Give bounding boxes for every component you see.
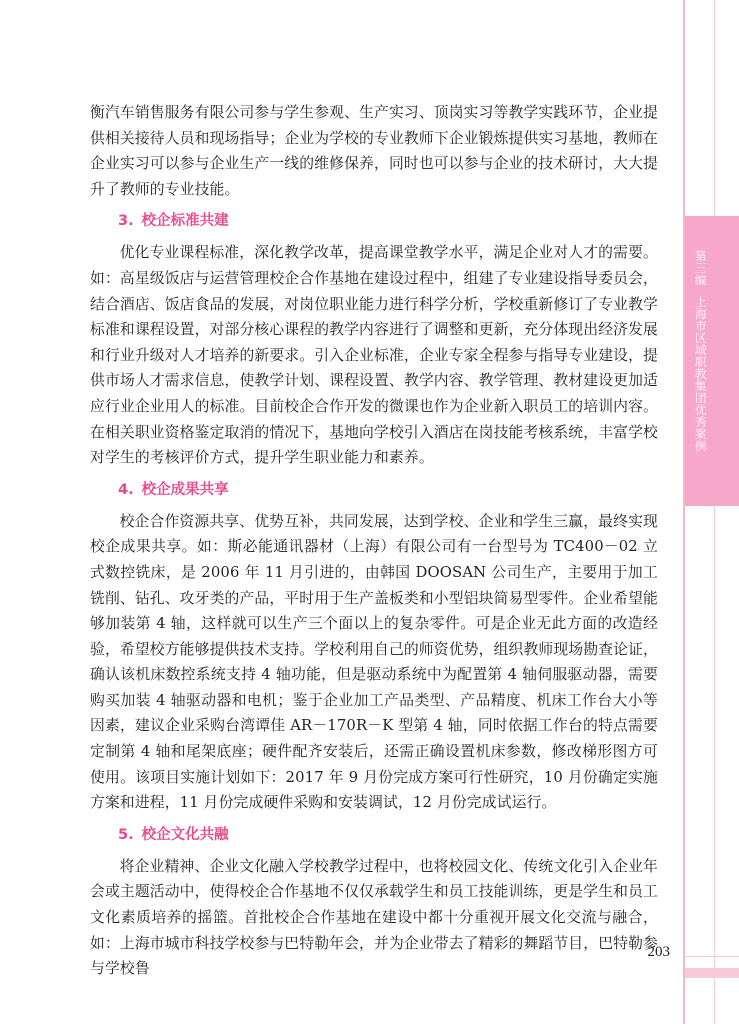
section-side-tab <box>685 216 739 506</box>
heading-text: 校企标准共建 <box>141 213 229 230</box>
footer-band <box>685 968 739 978</box>
section-heading-3 <box>90 211 658 231</box>
page-number: 203 <box>647 944 670 960</box>
heading-text: 校企文化共融 <box>141 826 229 843</box>
margin-rule <box>683 0 685 1024</box>
paragraph-continued: 衡汽车销售服务有限公司参与学生参观、生产实习、顶岗实习等教学实践环节，企业提供相关接待人员和现场指导；企业为学校的专业教师下企业锻炼提供实习基地，教师在企业实习可以参与企业生产一线的维修保养，同时也可以参与企业的技术研讨，大大提升了教师的专业技能。 <box>90 104 658 198</box>
footer-rule <box>685 956 739 957</box>
margin-rule-outer <box>714 0 715 1024</box>
main-text <box>90 100 658 982</box>
heading-number: 4. <box>118 481 134 498</box>
side-tab-part: 第三编 <box>693 250 708 286</box>
heading-number: 3. <box>118 213 134 230</box>
paragraph-results: 校企合作资源共享、优势互补，共同发展，达到学校、企业和学生三赢，最终实现校企成果共享。如：斯必能通讯器材（上海）有限公司有一台型号为 TC400－02 立式数控铣床，是 2006 年 11 月引进的，由韩国 DOOSAN 公司生产，主要用于加工铣削、钻孔、攻牙类的产品，平时用于生产盖板类和小型铝块简易型零件。企业希望能够加装第 4 轴，这样就可以生产三个面以上的复杂零件。可是企业无此方面的改造经验，希望校方能够提供技术支持。学校利用自己的师资优势，组织教师现场勘查论证，确认该机床数控系统支持 4 轴功能，但是驱动系统中为配置第 4 轴伺服驱动器，需要购买加装 4 轴驱动器和电机；鉴于企业加工产品类型、产品精度、机床工作台大小等因素，建议企业采购台湾谭佳 AR－170R－K 型第 4 轴，同时依据工作台的特点需要定制第 4 轴和尾架底座；硬件配齐安装后，还需正确设置机床参数，修改梯形图方可使用。该项目实施计划如下：2017 年 9 月份完成方案可行性研究，10 月份确定实施方案和进程，11 月份完成硬件采购和安装调试，12 月份完成试运行。 <box>90 512 658 812</box>
section-heading-4 <box>90 480 658 500</box>
heading-number: 5. <box>118 826 134 843</box>
heading-text: 校企成果共享 <box>141 481 229 498</box>
paragraph-culture: 将企业精神、企业文化融入学校教学过程中，也将校园文化、传统文化引入企业年会或主题活动中，使得校企合作基地不仅仅承载学生和员工技能训练，更是学生和员工文化素质培养的摇篮。首批校企合作基地在建设中都十分重视开展文化交流与融合，如：上海市城市科技学校参与巴特勒年会，并为企业带去了精彩的舞蹈节目，巴特勒参与学校鲁 <box>90 857 658 978</box>
section-heading-5 <box>90 825 658 845</box>
side-tab-title: 上海市区域职教集团优秀案例 <box>693 296 708 452</box>
paragraph-standards: 优化专业课程标准，深化教学改革，提高课堂教学水平，满足企业对人才的需要。如：高星级饭店与运营管理校企合作基地在建设过程中，组建了专业建设指导委员会，结合酒店、饭店食品的发展，对岗位职业能力进行科学分析，学校重新修订了专业教学标准和课程设置，对部分核心课程的教学内容进行了调整和更新，充分体现出经济发展和行业升级对人才培养的新要求。引入企业标准，企业专家全程参与指导专业建设，提供市场人才需求信息，使教学计划、课程设置、教学内容、教学管理、教材建设更加适应行业企业用人的标准。目前校企合作开发的微课也作为企业新入职员工的培训内容。在相关职业资格鉴定取消的情况下，基地向学校引入酒店在岗技能考核系统，丰富学校对学生的考核评价方式，提升学生职业能力和素养。 <box>90 244 658 467</box>
